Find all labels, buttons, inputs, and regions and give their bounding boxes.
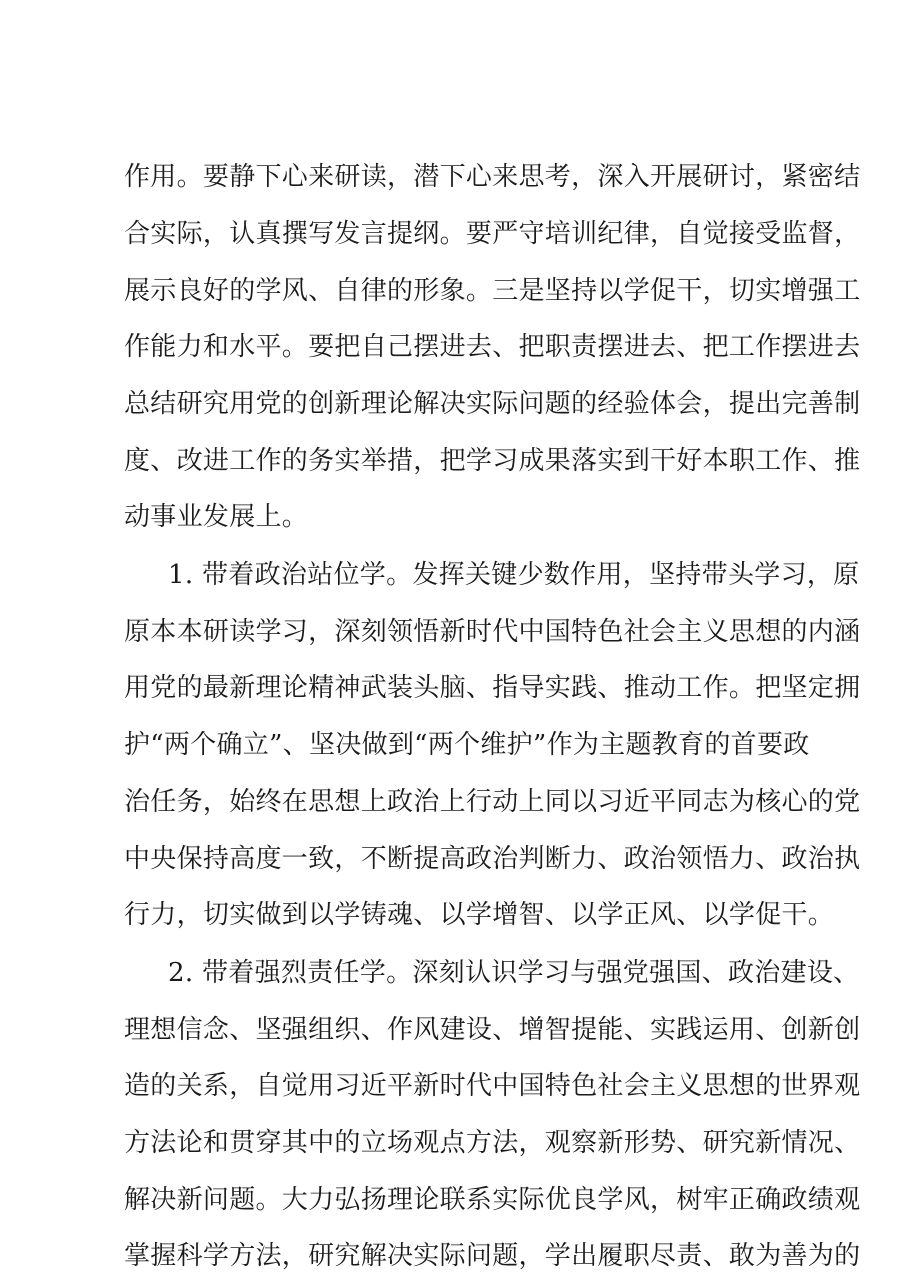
text-line: 治任务，始终在思想上政治上行动上同以习近平同志为核心的党	[124, 787, 861, 817]
text-line: 作用。要静下心来研读，潜下心来思考，深入开展研讨，紧密结	[124, 162, 861, 192]
text-line: 中央保持高度一致，不断提高政治判断力、政治领悟力、政治执	[124, 844, 861, 874]
text-line: 作能力和水平。要把自己摆进去、把职责摆进去、把工作摆进去	[124, 332, 861, 362]
text-line: 合实际，认真撰写发言提纲。要严守培训纪律，自觉接受监督，	[124, 219, 861, 249]
text-line: 总结研究用党的创新理论解决实际问题的经验体会，提出完善制	[124, 389, 861, 419]
text-line: 理想信念、坚强组织、作风建设、增智提能、实践运用、创新创	[124, 1015, 861, 1045]
paragraph-2-first-line: 2. 带着强烈责任学。深刻认识学习与强党强国、政治建设、	[168, 958, 860, 988]
text-line: 方法论和贯穿其中的立场观点方法，观察新形势、研究新情况、	[124, 1128, 861, 1158]
text-line: 展示良好的学风、自律的形象。三是坚持以学促干，切实增强工	[124, 276, 861, 306]
text-line: 护“两个确立”、坚决做到“两个维护”作为主题教育的首要政	[124, 730, 810, 760]
text-line: 动事业发展上。	[124, 502, 309, 532]
paragraph-1-first-line: 1. 带着政治站位学。发挥关键少数作用，坚持带头学习，原	[168, 560, 860, 590]
text-line: 度、改进工作的务实举措，把学习成果落实到干好本职工作、推	[124, 446, 861, 476]
text-line: 原本本研读学习，深刻领悟新时代中国特色社会主义思想的内涵	[124, 617, 861, 647]
text-line: 用党的最新理论精神武装头脑、指导实践、推动工作。把坚定拥	[124, 673, 861, 703]
text-line: 行力，切实做到以学铸魂、以学增智、以学正风、以学促干。	[124, 900, 835, 930]
text-line: 掌握科学方法，研究解决实际问题，学出履职尽责、敢为善为的	[124, 1241, 861, 1271]
text-line: 造的关系，自觉用习近平新时代中国特色社会主义思想的世界观	[124, 1071, 861, 1101]
text-line: 解决新问题。大力弘扬理论联系实际优良学风，树牢正确政绩观	[124, 1185, 861, 1215]
